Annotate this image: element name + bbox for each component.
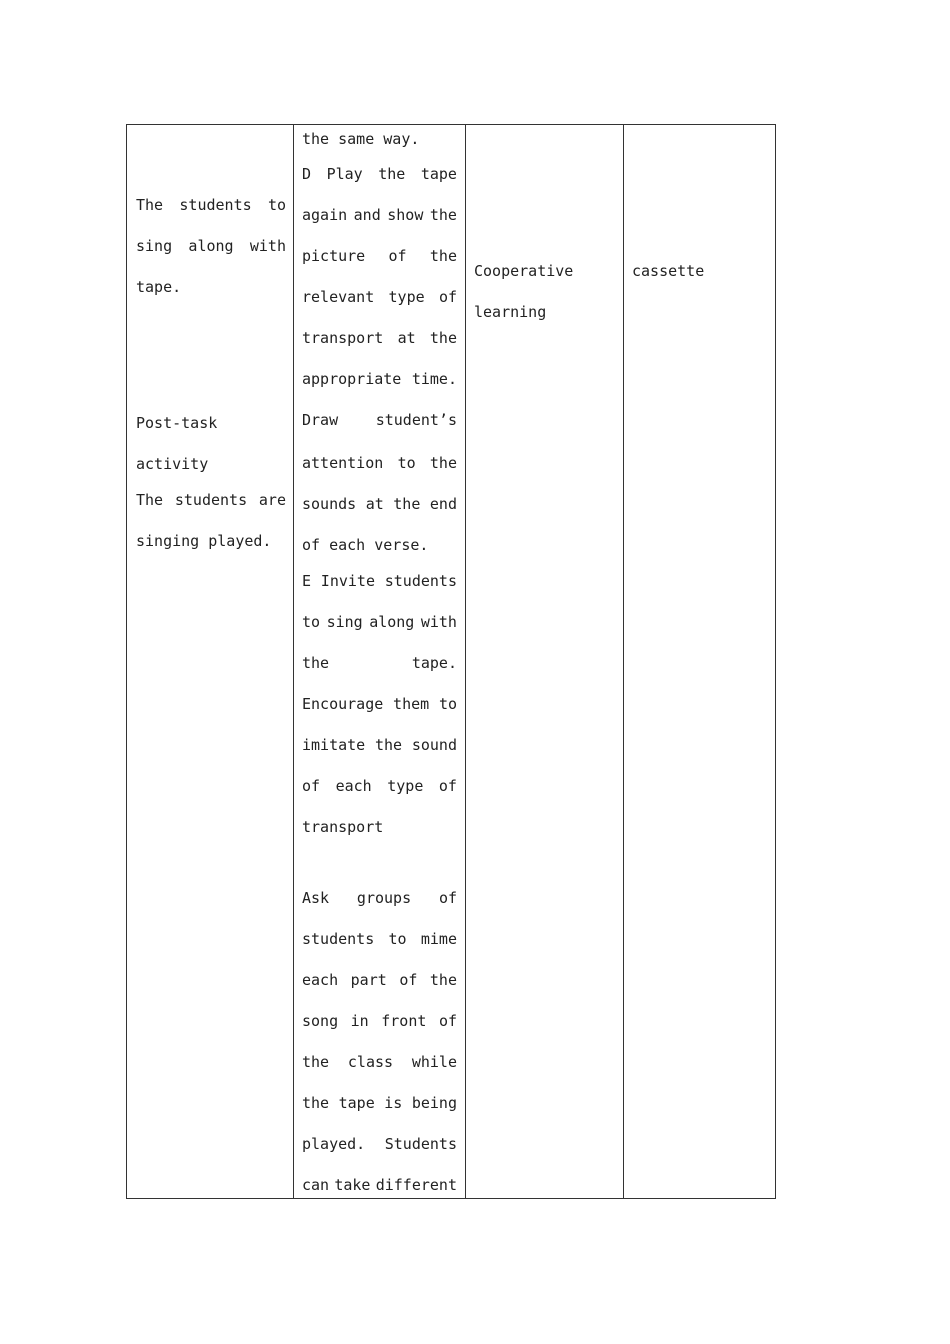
stage-heading: activity [136, 455, 209, 473]
teacher-activity-line: relevant type of [302, 288, 457, 306]
teacher-activity-line: sounds at the end [302, 495, 457, 513]
teacher-activity-line: the class while [302, 1053, 457, 1071]
student-activity-cell [127, 125, 293, 1198]
teacher-activity-line: to sing along with [302, 613, 457, 631]
teacher-activity-line: can take different [302, 1176, 457, 1194]
teacher-activity-line: transport [302, 818, 384, 836]
student-activity-line: sing along with [136, 237, 286, 255]
method-line: Cooperative [474, 262, 574, 280]
teacher-activity-line: song in front of [302, 1012, 457, 1030]
teacher-activity-line: picture of the [302, 247, 457, 265]
teacher-activity-line: imitate the sound [302, 736, 457, 754]
student-activity-line: The students are [136, 491, 286, 509]
teacher-activity-line: the tape. [302, 654, 457, 672]
student-activity-line: The students to [136, 196, 286, 214]
method-cell [466, 125, 623, 1198]
teacher-activity-line: Ask groups of [302, 889, 457, 907]
lesson-plan-table [126, 124, 776, 1199]
student-activity-line: singing played. [136, 532, 272, 550]
teacher-activity-cell [294, 125, 465, 1198]
teacher-activity-line: appropriate time. [302, 370, 457, 388]
teacher-activity-line: D Play the tape [302, 165, 457, 183]
teacher-activity-line: students to mime [302, 930, 457, 948]
teacher-activity-line: Encourage them to [302, 695, 457, 713]
teaching-aids-cell [624, 125, 776, 1198]
teacher-activity-line: transport at the [302, 329, 457, 347]
teacher-activity-line: the tape is being [302, 1094, 457, 1112]
teacher-activity-line: attention to the [302, 454, 457, 472]
teacher-activity-line: the same way. [302, 130, 420, 148]
teacher-activity-line: again and show the [302, 206, 457, 224]
teacher-activity-line: of each type of [302, 777, 457, 795]
teacher-activity-line: Draw student’s [302, 411, 457, 429]
stage-heading: Post-task [136, 414, 218, 432]
teaching-aid-line: cassette [632, 262, 705, 280]
method-line: learning [474, 303, 547, 321]
teacher-activity-line: E Invite students [302, 572, 457, 590]
student-activity-line: tape. [136, 278, 182, 296]
teacher-activity-line: each part of the [302, 971, 457, 989]
teacher-activity-line: played. Students [302, 1135, 457, 1153]
teacher-activity-line: of each verse. [302, 536, 429, 554]
